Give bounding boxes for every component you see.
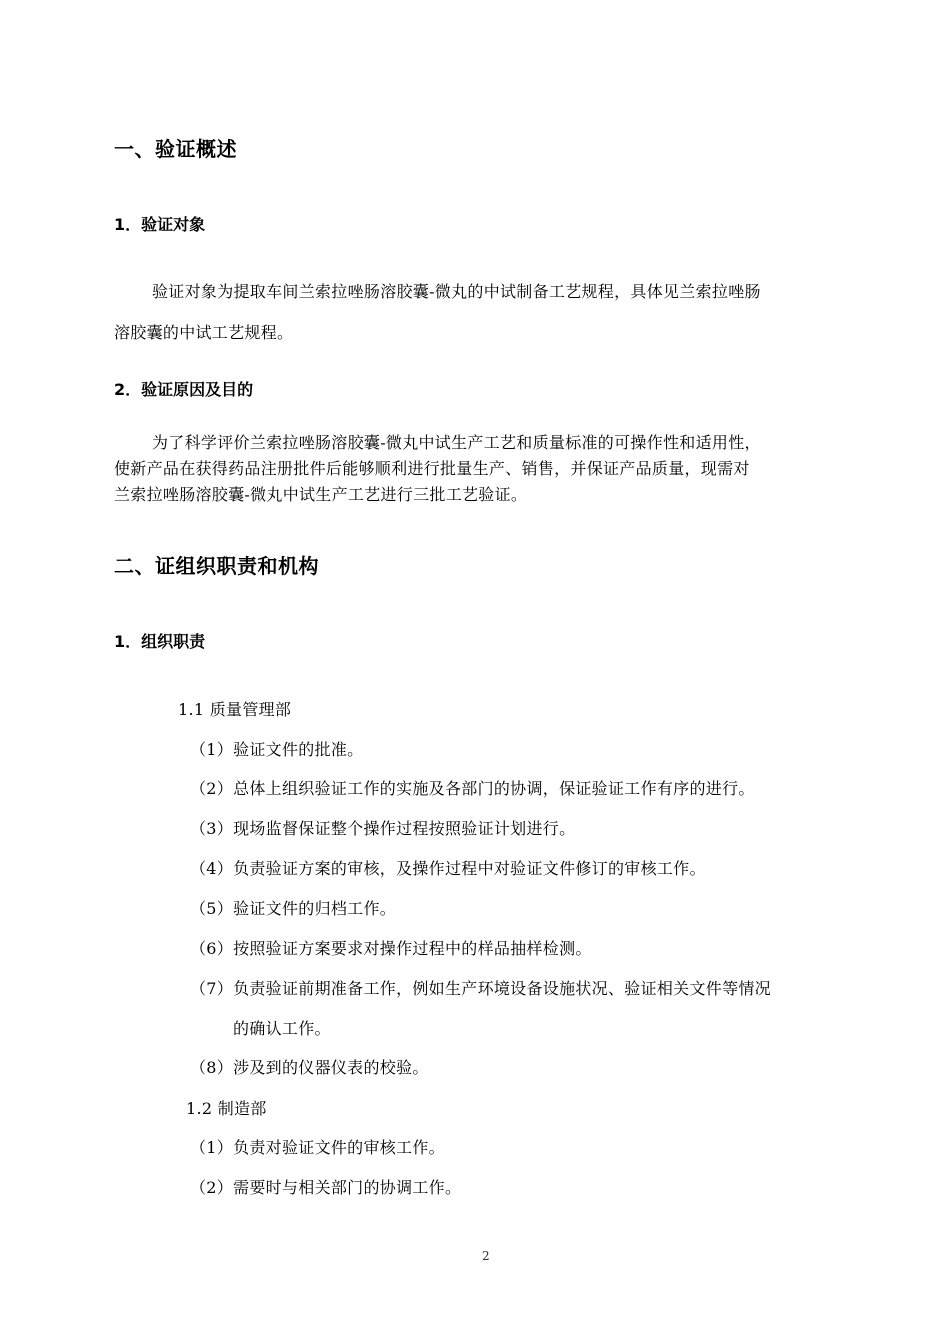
list-item: （1）验证文件的批准。 — [190, 740, 364, 759]
section-1-1-heading: 1．验证对象 — [114, 215, 206, 234]
list-item-continuation: 的确认工作。 — [233, 1019, 331, 1038]
paragraph-line: 使新产品在获得药品注册批件后能够顺利进行批量生产、销售，并保证产品质量，现需对 — [114, 459, 750, 478]
dept-quality-title: 1.1 质量管理部 — [178, 700, 292, 719]
section-2-title: 二、证组织职责和机构 — [114, 554, 319, 578]
section-1-title: 一、验证概述 — [114, 137, 237, 161]
list-item: （2）总体上组织验证工作的实施及各部门的协调，保证验证工作有序的进行。 — [190, 779, 755, 798]
section-2-1-heading: 1．组织职责 — [114, 632, 206, 651]
list-item: （2）需要时与相关部门的协调工作。 — [190, 1178, 462, 1197]
list-item: （6）按照验证方案要求对操作过程中的样品抽样检测。 — [190, 939, 592, 958]
page-number: 2 — [482, 1249, 490, 1263]
list-item: （1）负责对验证文件的审核工作。 — [190, 1138, 445, 1157]
list-item: （5）验证文件的归档工作。 — [190, 899, 397, 918]
paragraph-line: 为了科学评价兰索拉唑肠溶胶囊-微丸中试生产工艺和质量标准的可操作性和适用性， — [152, 433, 761, 452]
paragraph-line: 溶胶囊的中试工艺规程。 — [114, 323, 294, 342]
list-item: （7）负责验证前期准备工作，例如生产环境设备设施状况、验证相关文件等情况 — [190, 979, 771, 998]
list-item: （8）涉及到的仪器仪表的校验。 — [190, 1058, 429, 1077]
paragraph-line: 兰索拉唑肠溶胶囊-微丸中试生产工艺进行三批工艺验证。 — [114, 485, 528, 504]
section-1-2-heading: 2．验证原因及目的 — [114, 380, 254, 399]
dept-manufacturing-title: 1.2 制造部 — [186, 1099, 267, 1118]
paragraph-line: 验证对象为提取车间兰索拉唑肠溶胶囊-微丸的中试制备工艺规程，具体见兰索拉唑肠 — [152, 282, 761, 301]
list-item: （4）负责验证方案的审核，及操作过程中对验证文件修订的审核工作。 — [190, 859, 706, 878]
list-item: （3）现场监督保证整个操作过程按照验证计划进行。 — [190, 819, 576, 838]
